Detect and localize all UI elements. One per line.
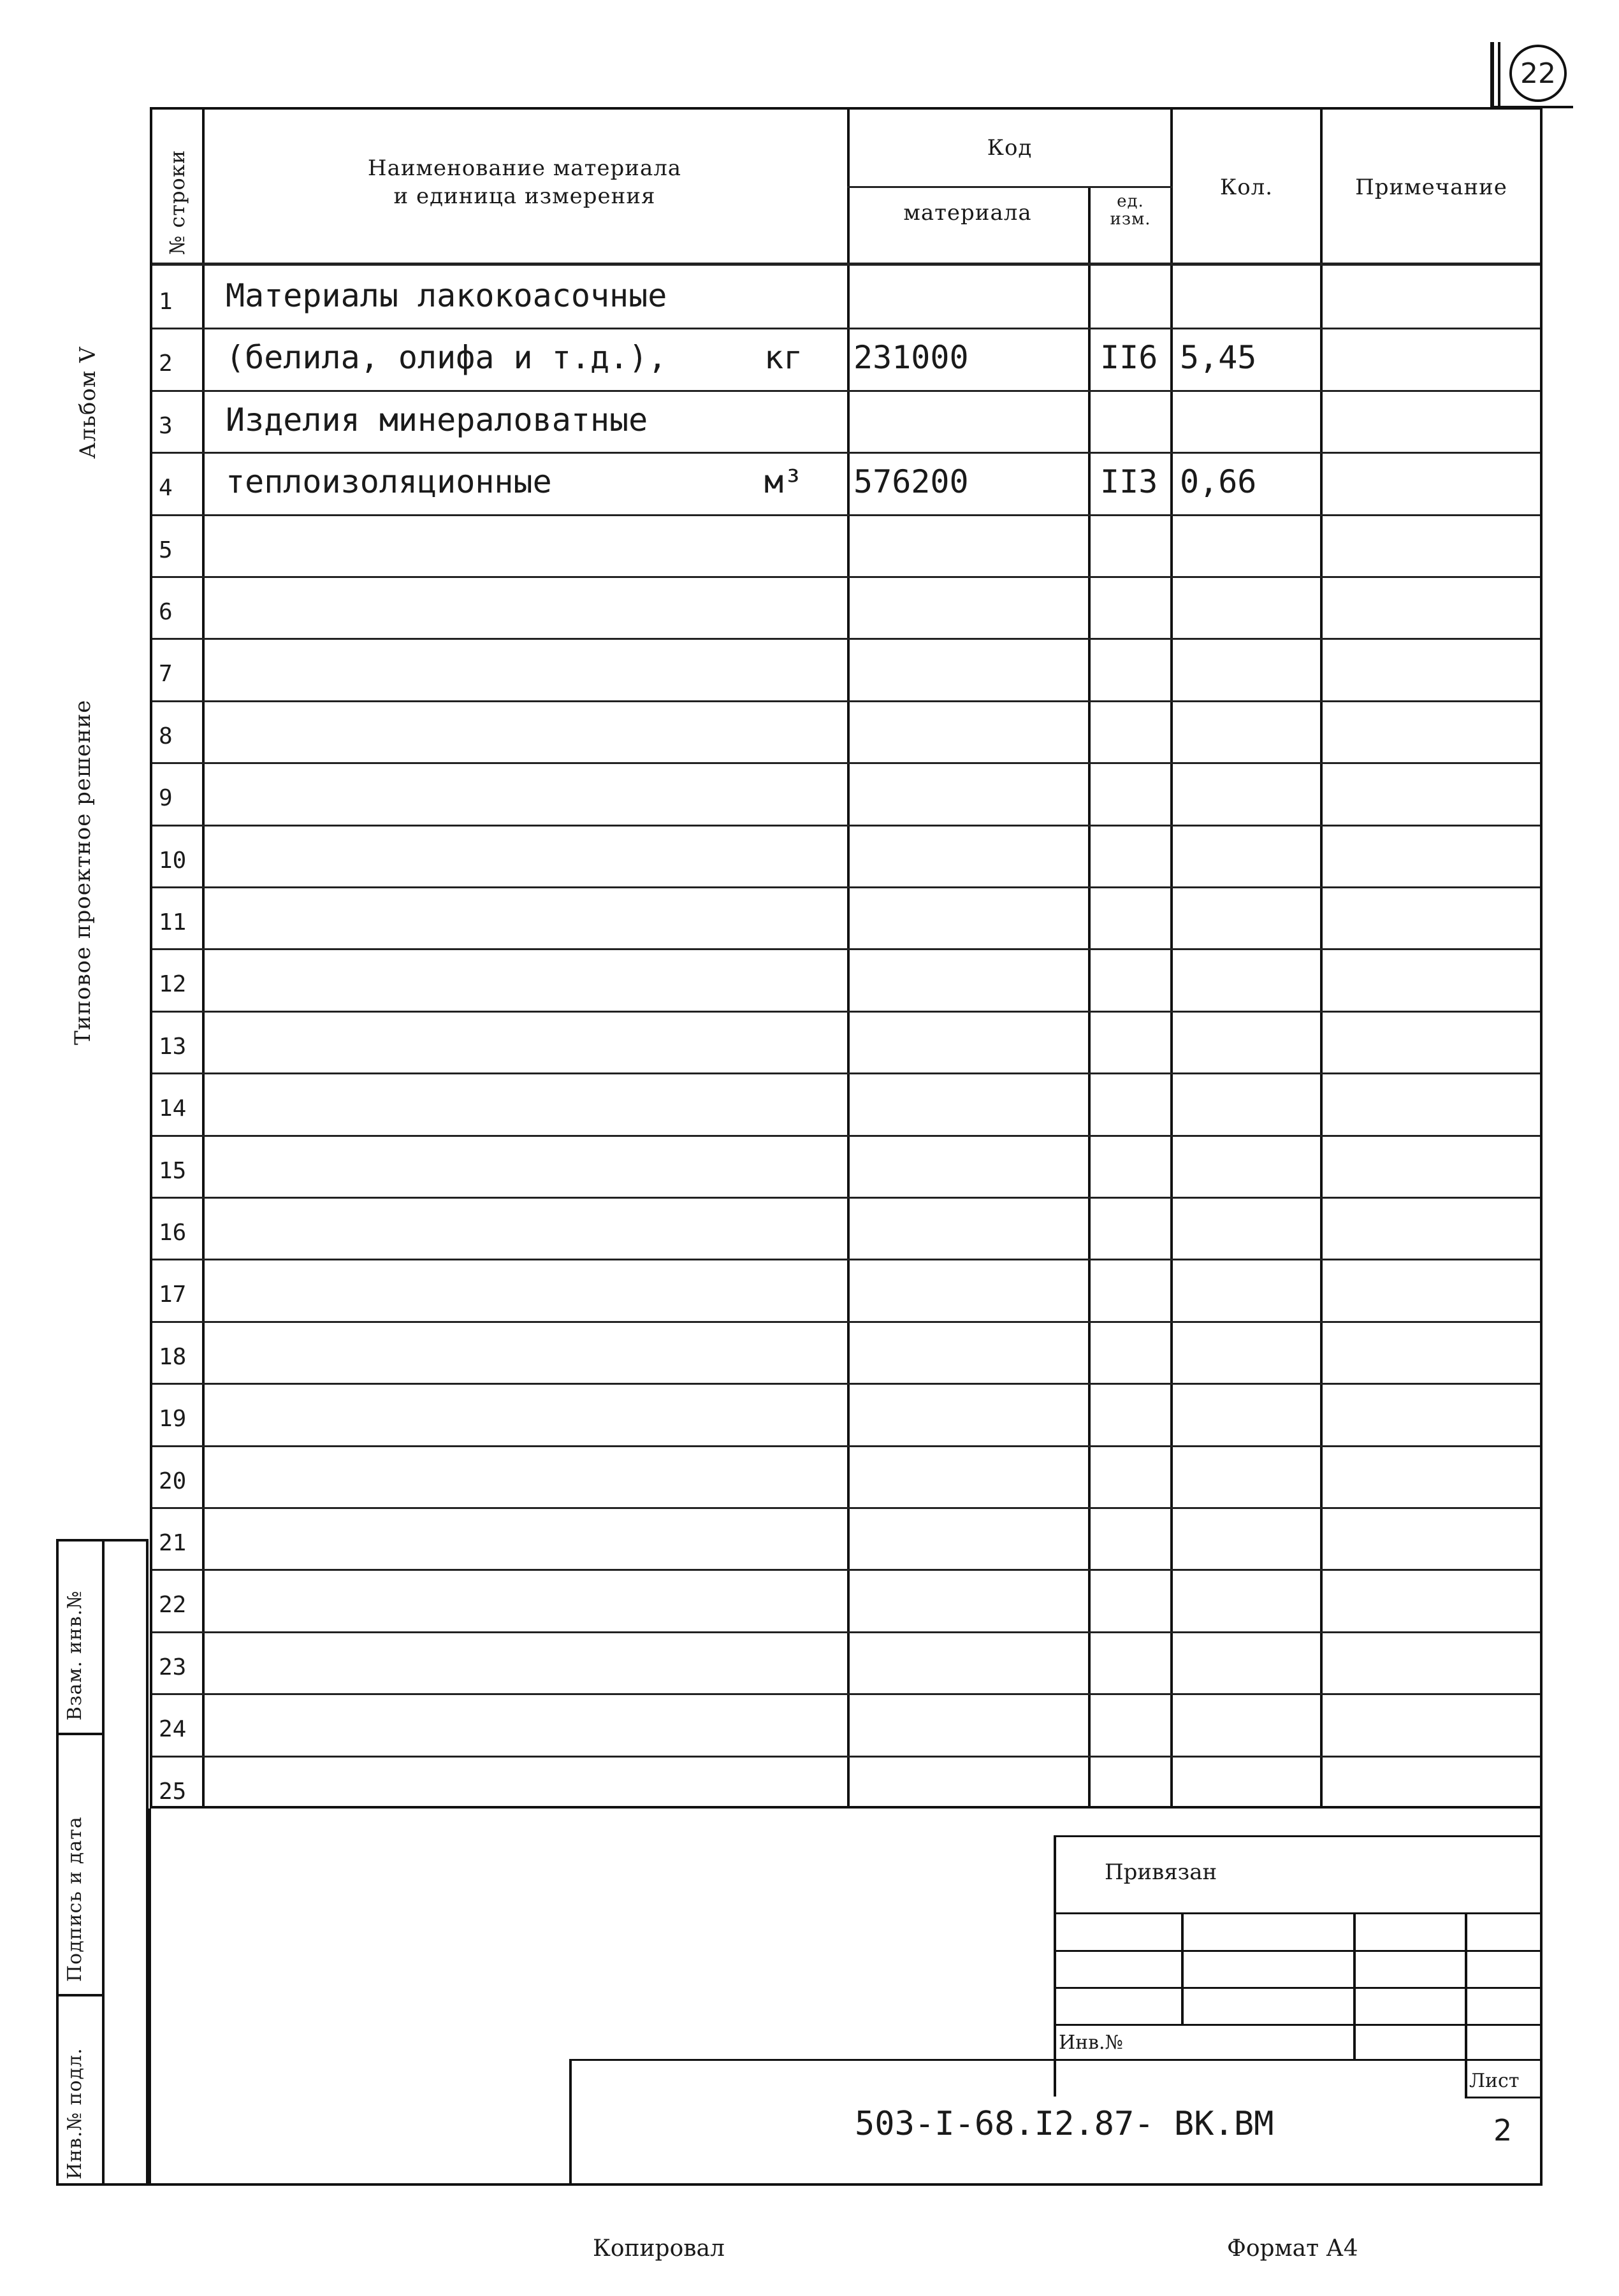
sheet-number-value: 2 [1493,2113,1513,2148]
row-number: 19 [159,1406,187,1432]
vzam-inv-label: Взам. инв.№ [64,1590,86,1721]
row-number: 24 [159,1716,187,1742]
material-name: (белила, олифа и т.д.), [226,339,667,376]
row-number: 1 [159,289,173,315]
row-number: 18 [159,1344,187,1370]
privyazan-label: Привязан [1105,1859,1217,1885]
material-name: Материалы лакокоасочные [226,277,667,314]
row-number: 13 [159,1034,187,1060]
row-number: 2 [159,350,173,377]
inv-no-label: Инв.№ [1059,2032,1123,2054]
row-number: 22 [159,1592,187,1618]
row-number: 7 [159,661,173,687]
unit: кг [764,339,803,376]
row-number: 23 [159,1654,187,1680]
unit-code: II3 [1100,463,1158,500]
row-number: 11 [159,909,187,935]
header-code-material: материала [903,200,1032,226]
row-number: 3 [159,413,173,439]
album-label: Альбом V [75,346,101,459]
title-block [149,1809,1543,2186]
header-row-no: № строки [165,149,189,255]
project-label: Типовое проектное решение [70,699,96,1045]
row-number: 6 [159,599,173,625]
material-name: теплоизоляционные [226,463,552,500]
sheet-number-mark [1490,42,1573,108]
specification-table [150,107,1543,1809]
row-number: 5 [159,537,173,563]
header-name-line1: Наименование материала [367,155,682,181]
row-number: 9 [159,785,173,811]
row-number: 10 [159,848,187,874]
row-number: 20 [159,1468,187,1494]
header-name-line2: и единица измерения [393,184,656,209]
header-note: Примечание [1355,175,1507,200]
material-name: Изделия минераловатные [226,401,648,438]
row-number: 4 [159,475,173,501]
format-label: Формат А4 [1227,2235,1358,2262]
copied-label: Копировал [593,2235,725,2262]
quantity: 5,45 [1180,339,1257,376]
sheet-number: 22 [1509,45,1567,102]
row-number: 12 [159,971,187,997]
material-code: 576200 [853,463,969,500]
quantity: 0,66 [1180,463,1257,500]
header-code-unit: ед. изм. [1110,192,1151,229]
unit: м³ [764,463,803,500]
sheet-label: Лист [1469,2070,1520,2092]
row-number: 8 [159,723,173,749]
header-qty: Кол. [1219,175,1274,200]
material-code: 231000 [853,339,969,376]
row-number: 15 [159,1158,187,1184]
unit-code: II6 [1100,339,1158,376]
header-code: Код [987,135,1033,161]
row-number: 25 [159,1779,187,1805]
header-name [202,154,847,210]
row-number: 17 [159,1282,187,1308]
inv-podl-label: Инв.№ подл. [64,2047,86,2179]
podpis-data-label: Подпись и дата [64,1816,86,1982]
row-number: 16 [159,1220,187,1246]
row-number: 21 [159,1530,187,1556]
row-number: 14 [159,1095,187,1122]
document-code: 503-I-68.I2.87- ВК.ВМ [855,2105,1274,2143]
